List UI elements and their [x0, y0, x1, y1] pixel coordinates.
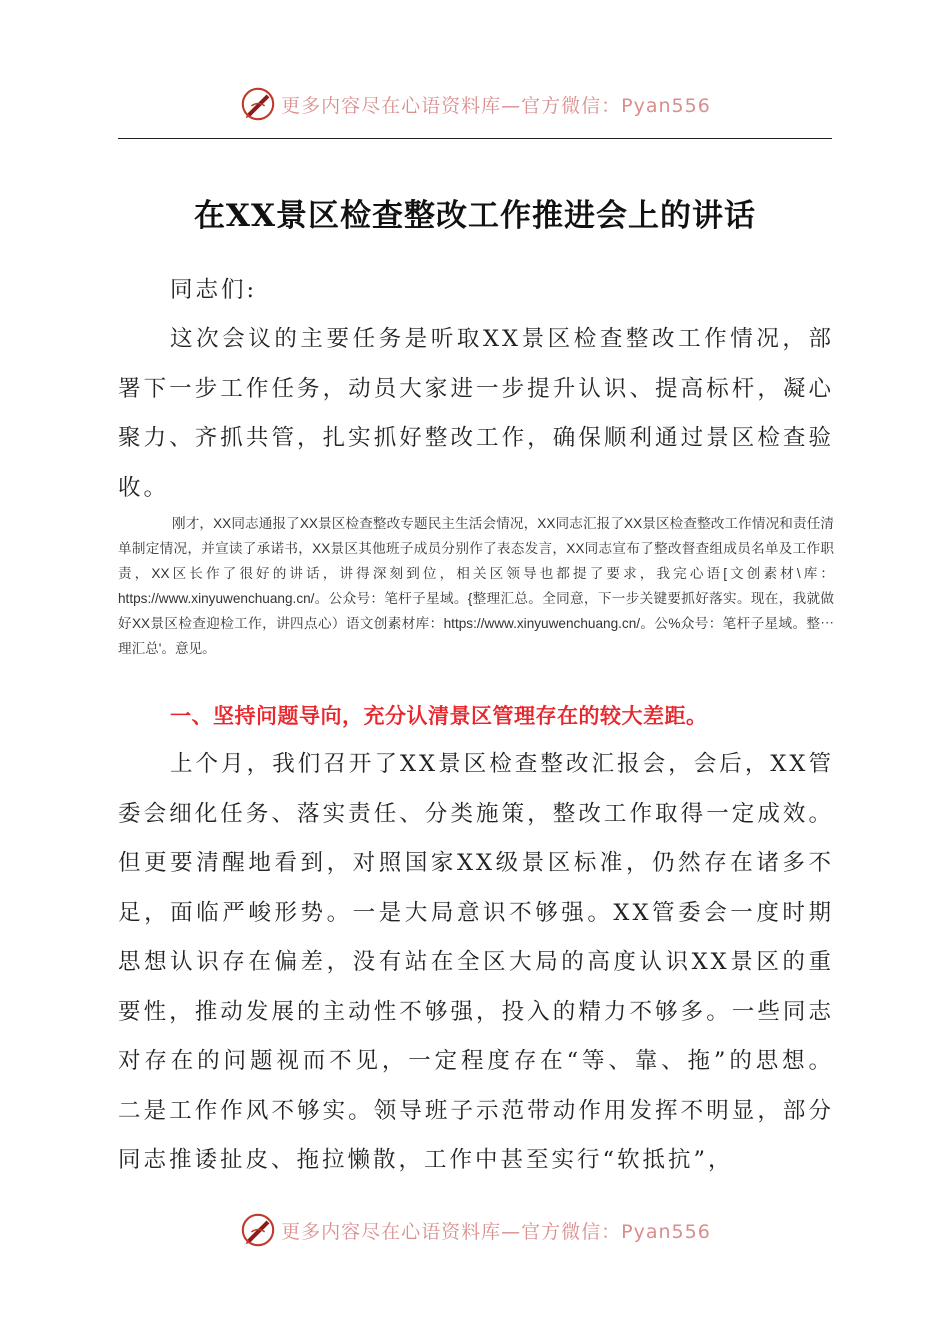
footer-watermark: [0, 1208, 950, 1252]
watermark-text: 更多内容尽在心语资料库—官方微信：Pyan556: [281, 1220, 711, 1243]
document-title: 在XX景区检查整改工作推进会上的讲话: [193, 198, 757, 234]
watermark-text: 更多内容尽在心语资料库—官方微信：Pyan556: [281, 94, 711, 117]
paragraph-small-print: 刚才，XX同志通报了XX景区检查整改专题民主生活会情况，XX同志汇报了XX景区检查整改工作情况和责任清单制定情况，并宣读了承诺书，XX景区其他班子成员分别作了表态发言，XX同志宣布了整改督查组成员名单及工作职责，XX区长作了很好的讲话，讲得深刻到位，相关区领导也都提了要求，我完心语[文创素材\库：https://www.xinyuwenchuang.cn/。公众号：笔杆子星域。{整理汇总。全同意，下一步关键要抓好落实。现在，我就做好XX景区检查迎检工作，讲四点心）语文创素材库：https://www.xinyuwenchuang.cn/。公%众号：笔杆子星域。整⋯理汇总'。意见。: [118, 516, 834, 656]
header-divider: [118, 138, 832, 139]
paragraph-section-1: 上个月，我们召开了XX景区检查整改汇报会，会后，XX管委会细化任务、落实责任、分类施策，整改工作取得一定成效。但更要清醒地看到，对照国家XX级景区标准，仍然存在诸多不足，面临严峻形势。一是大局意识不够强。XX管委会一度时期思想认识存在偏差，没有站在全区大局的高度认识XX景区的重要性，推动发展的主动性不够强，投入的精力不够多。一些同志对存在的问题视而不见，一定程度存在“等、靠、拖”的思想。二是工作作风不够实。领导班子示范带动作用发挥不明显，部分同志推诿扯皮、拖拉懒散，工作中甚至实行“软抵抗”，: [118, 751, 834, 1173]
pen-logo-icon: [239, 1211, 277, 1249]
header-watermark: [0, 82, 950, 126]
pen-logo-icon: [239, 85, 277, 123]
salutation: 同志们:: [170, 277, 258, 303]
paragraph-intro: 这次会议的主要任务是听取XX景区检查整改工作情况，部署下一步工作任务，动员大家进一步提升认识、提高标杆，凝心聚力、齐抓共管，扎实抓好整改工作，确保顺利通过景区检查验收。: [118, 326, 834, 501]
section-heading-1: 一、坚持问题导向，充分认清景区管理存在的较大差距。: [170, 704, 708, 728]
